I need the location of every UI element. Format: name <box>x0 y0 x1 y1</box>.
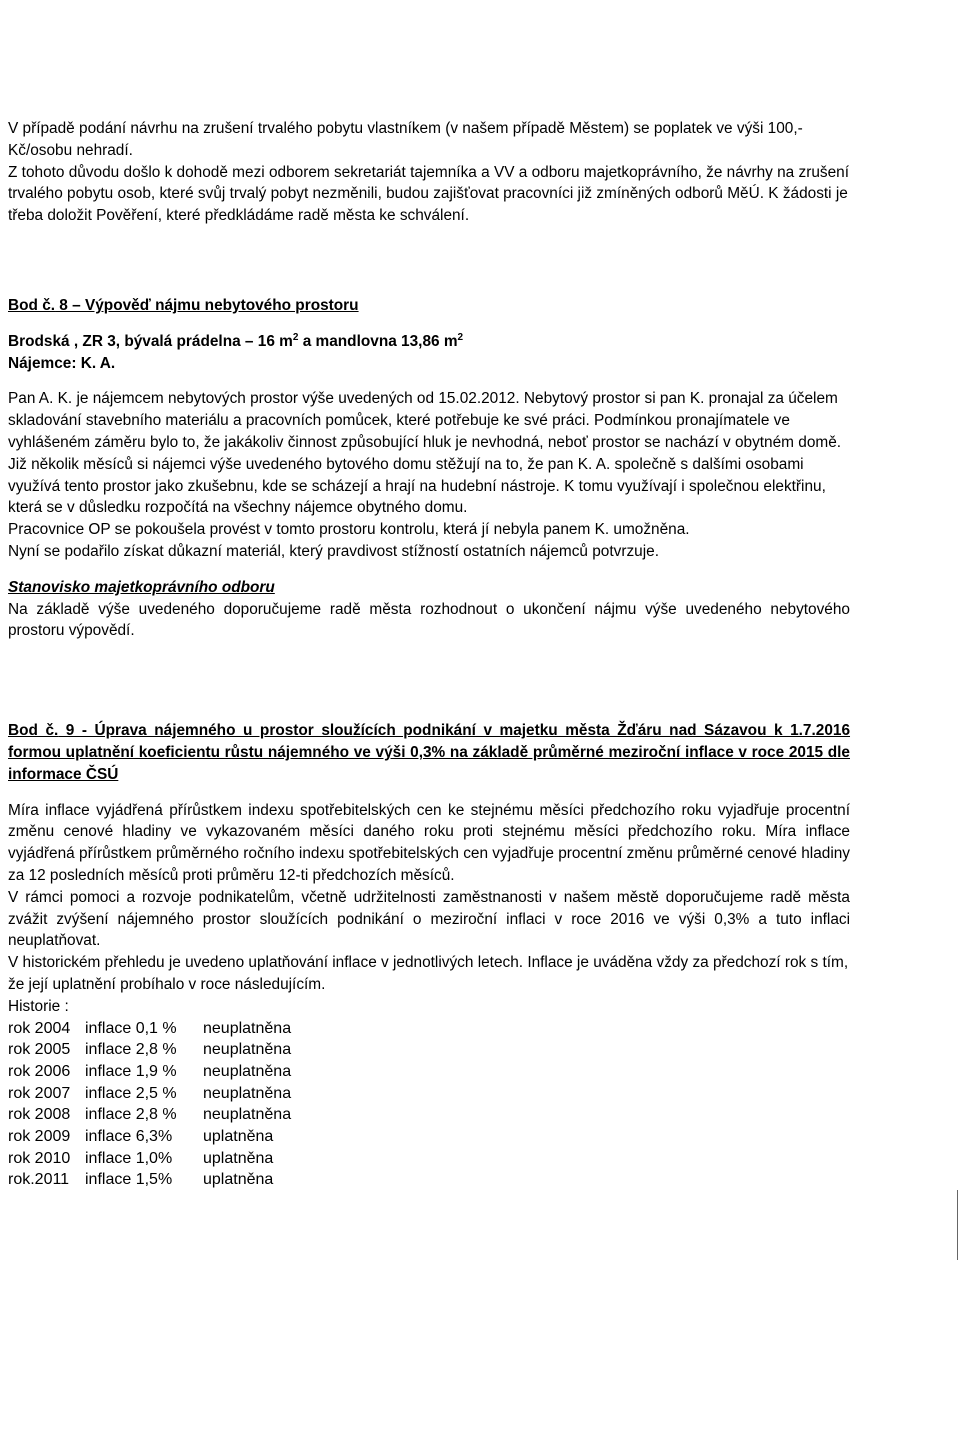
bod8-title: 8 – Výpověď nájmu nebytového prostoru <box>55 296 359 314</box>
stanovisko-heading: Stanovisko majetkoprávního odboru <box>8 578 275 596</box>
bod8-paragraph-1: Pan A. K. je nájemcem nebytových prostor výše uvedených od 15.02.2012. Nebytový prostor si pan K. pronajal za účelem skladování stavebního materiálu a pracovních pomůcek, které potřebuje ke své práci. Podmínkou pronajímatele ve vyhlášeném záměru bylo to, že jakákoliv činnost způsobující hluk je nevhodná, neboť prostor se nachází v obytném domě. <box>8 390 842 451</box>
bod9-prefix: Bod č. <box>8 722 59 740</box>
bod8-location-b: a mandlovna 13,86 m <box>298 332 458 350</box>
history-year: rok 2007 <box>8 1084 71 1102</box>
stanovisko-text: Na základě výše uvedeného doporučujeme radě města rozhodnout o ukončení nájmu výše uvedeného nebytového prostoru výpovědí. <box>8 600 850 640</box>
bod9-paragraph-3: V historickém přehledu je uvedeno uplatňování inflace v jednotlivých letech. Inflace je uváděna vždy za předchozí rok s tím, že její uplatnění probíhalo v roce následujícím. <box>8 954 849 993</box>
bod8-prefix: Bod č. <box>8 296 56 314</box>
history-inflation: inflace 1,9 % <box>85 1062 177 1080</box>
history-year: rok 2006 <box>8 1062 71 1080</box>
bod9-title: 9 - Úprava nájemného u prostor sloužících podnikání v majetku města Žďáru nad Sázavou k 1.7.2016 formou uplatnění koeficientu růstu nájemného ve výši 0,3% na základě průměrné meziroční inflace v roce 2015 dle informace ČSÚ <box>8 722 851 783</box>
bod8-paragraph-2: Již několik měsíců si nájemci výše uvedeného bytového domu stěžují na to, že pan K. A. společně s dalšími osobami využívá tento prostor jako zkušebnu, kde se scházejí a hrají na hudební nástroje. K tomu využívají i společnou elektřinu, která se v důsledku rozpočítá na všechny nájemce obytného domu. <box>8 455 826 517</box>
intro-paragraph-2: Z tohoto důvodu došlo k dohodě mezi odborem sekretariát tajemníka a VV a odboru majetkoprávního, že návrhy na zrušení trvalého pobytu osob, které svůj trvalý pobyt nezměnili, budou zajišťovat pracovníci již zmíněných odborů MěÚ. K žádosti je třeba doložit Pověření, které předkládáme radě města ke schválení. <box>8 163 849 225</box>
history-row <box>8 1039 850 1061</box>
history-inflation: inflace 0,1 % <box>85 1019 177 1037</box>
history-row <box>8 1018 850 1040</box>
history-inflation: inflace 2,5 % <box>85 1084 177 1102</box>
history-label: Historie : <box>8 997 69 1015</box>
history-year: rok 2005 <box>8 1041 71 1059</box>
margin-mark <box>957 1190 958 1260</box>
history-year: rok 2008 <box>8 1106 71 1124</box>
history-row <box>8 1169 850 1191</box>
bod8-paragraph-3: Pracovnice OP se pokoušela provést v tomto prostoru kontrolu, která jí nebyla panem K. umožněna. <box>8 521 690 539</box>
bod9-paragraph-2: V rámci pomoci a rozvoje podnikatelům, včetně udržitelnosti zaměstnanosti v našem městě doporučujeme radě města zvážit zvýšení nájemného prostor sloužících podnikání o meziroční inflaci v roce 2016 ve výši 0,3% a tuto inflaci neuplatňovat. <box>8 888 850 950</box>
history-year: rok 2009 <box>8 1128 71 1146</box>
history-status: neuplatněna <box>203 1084 292 1102</box>
bod8-sup-b: 2 <box>457 331 464 343</box>
history-row <box>8 1083 850 1105</box>
bod8-tenant: Nájemce: K. A. <box>8 354 116 372</box>
history-inflation: inflace 1,5% <box>85 1171 173 1189</box>
bod8-location <box>8 331 850 353</box>
bod8-location-a: Brodská , ZR 3, bývalá prádelna – 16 m <box>8 332 293 350</box>
history-inflation: inflace 1,0% <box>85 1149 173 1167</box>
intro-paragraph-1: V případě podání návrhu na zrušení trvalého pobytu vlastníkem (v našem případě Městem) se poplatek ve výši 100,- Kč/osobu nehradí. <box>8 120 803 159</box>
history-status: neuplatněna <box>203 1062 292 1080</box>
history-row <box>8 1104 850 1126</box>
history-year: rok 2004 <box>8 1019 71 1037</box>
history-status: uplatněna <box>203 1128 274 1146</box>
history-status: uplatněna <box>203 1171 274 1189</box>
history-status: neuplatněna <box>203 1041 292 1059</box>
history-inflation: inflace 6,3% <box>85 1128 173 1146</box>
history-status: neuplatněna <box>203 1019 292 1037</box>
history-year: rok.2011 <box>8 1171 70 1189</box>
history-status: uplatněna <box>203 1149 274 1167</box>
history-year: rok 2010 <box>8 1149 71 1167</box>
bod9-heading <box>8 720 850 785</box>
history-status: neuplatněna <box>203 1106 292 1124</box>
history-list <box>8 1018 850 1192</box>
history-row <box>8 1061 850 1083</box>
history-row <box>8 1148 850 1170</box>
bod8-sup-a: 2 <box>292 331 299 343</box>
bod8-paragraph-4: Nyní se podařilo získat důkazní materiál, který pravdivost stížností ostatních nájemců potvrzuje. <box>8 542 659 560</box>
bod8-heading <box>8 295 850 317</box>
history-inflation: inflace 2,8 % <box>85 1041 177 1059</box>
document-page <box>8 118 850 1191</box>
bod9-paragraph-1: Míra inflace vyjádřená přírůstkem indexu spotřebitelských cen ke stejnému měsíci předchozího roku vyjadřuje procentní změnu cenové hladiny ve vykazovaném měsíci daného roku proti stejnému měsíci předchozího roku. Míra inflace vyjádřená přírůstkem průměrného ročního indexu spotřebitelských cen vyjadřuje procentní změnu průměrné cenové hladiny za 12 posledních měsíců proti průměru 12-ti předchozích měsíců. <box>8 801 850 884</box>
history-inflation: inflace 2,8 % <box>85 1106 177 1124</box>
history-row <box>8 1126 850 1148</box>
